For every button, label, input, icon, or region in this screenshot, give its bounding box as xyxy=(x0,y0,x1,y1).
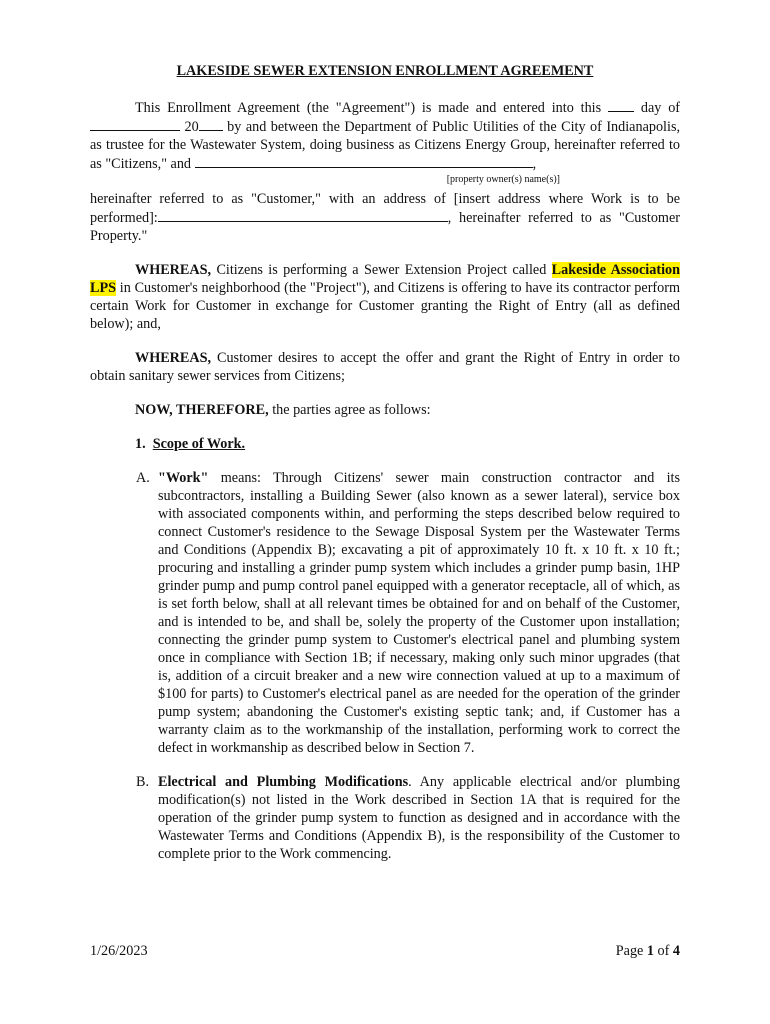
address-paragraph xyxy=(90,190,680,245)
whereas-lead-2: WHEREAS, xyxy=(135,350,212,366)
item-b-term: Electrical and Plumbing Modifications xyxy=(158,774,409,790)
document-page xyxy=(90,62,680,863)
section-1-number: 1. xyxy=(135,436,146,452)
intro-paragraph xyxy=(90,98,680,173)
document-title: LAKESIDE SEWER EXTENSION ENROLLMENT AGREEMENT xyxy=(176,63,594,79)
section-1-heading xyxy=(135,435,680,453)
intro-text-1: This Enrollment Agreement (the "Agreement") is made and entered into this xyxy=(135,100,602,116)
whereas-text-1b: in Customer's neighborhood (the "Project"), and Citizens is offering to have its contractor perform certain Work for Customer in exchange for Customer granting the Right of Entry (all as defined below); and, xyxy=(90,280,680,332)
item-b-text: . Any applicable electrical and/or plumbing modification(s) not listed in the Work described in Section 1A that is required for the operation of the grinder pump system to function as designed and in accordance with the Wastewater Terms and Conditions (Appendix B), is the responsibility of the Customer to complete prior to the Work commencing. xyxy=(158,774,680,862)
section-1-title: Scope of Work. xyxy=(152,436,246,452)
whereas-lead-1: WHEREAS, xyxy=(135,262,212,278)
page-number xyxy=(616,943,680,960)
item-a-term: "Work" xyxy=(158,470,209,486)
page-total: 4 xyxy=(672,943,680,959)
now-therefore-paragraph xyxy=(90,401,680,419)
item-b-text-block xyxy=(158,773,680,863)
project-name-highlight: Lakeside Association LPS xyxy=(90,262,680,296)
whereas-paragraph-1 xyxy=(90,261,680,333)
property-text: , hereinafter referred to as "Customer Property." xyxy=(90,210,680,244)
owner-name-caption: [property owner(s) name(s)] xyxy=(446,174,560,185)
page-current: 1 xyxy=(646,943,654,959)
month-blank[interactable] xyxy=(90,117,180,131)
footer-date: 1/26/2023 xyxy=(90,943,148,959)
address-blank[interactable] xyxy=(158,208,448,222)
day-blank[interactable] xyxy=(608,98,634,112)
now-therefore-lead: NOW, THEREFORE, xyxy=(135,402,269,418)
now-therefore-text: the parties agree as follows: xyxy=(272,402,431,418)
owner-name-blank[interactable] xyxy=(195,154,533,168)
page-word: Page xyxy=(615,943,644,959)
whereas-text-1a: Citizens is performing a Sewer Extension Project called xyxy=(216,262,547,278)
of-word: of xyxy=(657,943,670,959)
item-b-label: B. xyxy=(136,774,150,790)
item-a xyxy=(136,469,681,757)
item-a-text-block xyxy=(158,469,680,757)
address-text: hereinafter referred to as "Customer," with an address of [insert address where Work is to be performed]: xyxy=(90,191,680,226)
whereas-paragraph-2 xyxy=(90,349,680,385)
whereas-text-2: Customer desires to accept the offer and grant the Right of Entry in order to obtain sanitary sewer services from Citizens; xyxy=(90,350,681,384)
intro-comma: , xyxy=(532,156,537,172)
item-a-text: means: Through Citizens' sewer main construction contractor and its subcontractors, installing a Building Sewer (also known as a sewer lateral), service box with associated components within, and performing the steps described below required to connect Customer's residence to the Sewage Disposal System per the Wastewater Terms and Conditions (Appendix B); excavating a pit of approximately 10 ft. x 10 ft. x 10 ft.; procuring and installing a grinder pump system which includes a grinder pump basin, 1HP grinder pump and pump control panel equipped with a generator receptacle, all of which, as is set forth below, shall at all relevant times be obtained for and on behalf of the Customer, and is intended to be, and shall be, solely the property of the Customer upon installation; connecting the grinder pump system to Customer's electrical panel and plumbing system once in compliance with Section 1B; if necessary, making only such minor upgrades (that is, addition of a circuit breaker and a new wire connection valued at up to a maximum of $100 for parts) to Customer's electrical panel as are needed for the operation of the grinder pump system; abandoning the Customer's existing septic tank; and, if Customer has a warranty claim as to the workmanship of the installation, performing work to correct the defect in workmanship as described below in Section 7. xyxy=(158,470,681,756)
item-a-label: A. xyxy=(136,470,150,486)
intro-text-4: by and between the Department of Public Utilities of the City of Indianapolis, as trustee for the Wastewater System, doing business as Citizens Energy Group, hereinafter referred to as "Citizens," and xyxy=(90,119,681,172)
intro-text-2: day of xyxy=(640,100,681,116)
year-blank[interactable] xyxy=(199,117,223,131)
intro-year-prefix: 20 xyxy=(184,119,199,135)
item-b xyxy=(136,773,680,863)
